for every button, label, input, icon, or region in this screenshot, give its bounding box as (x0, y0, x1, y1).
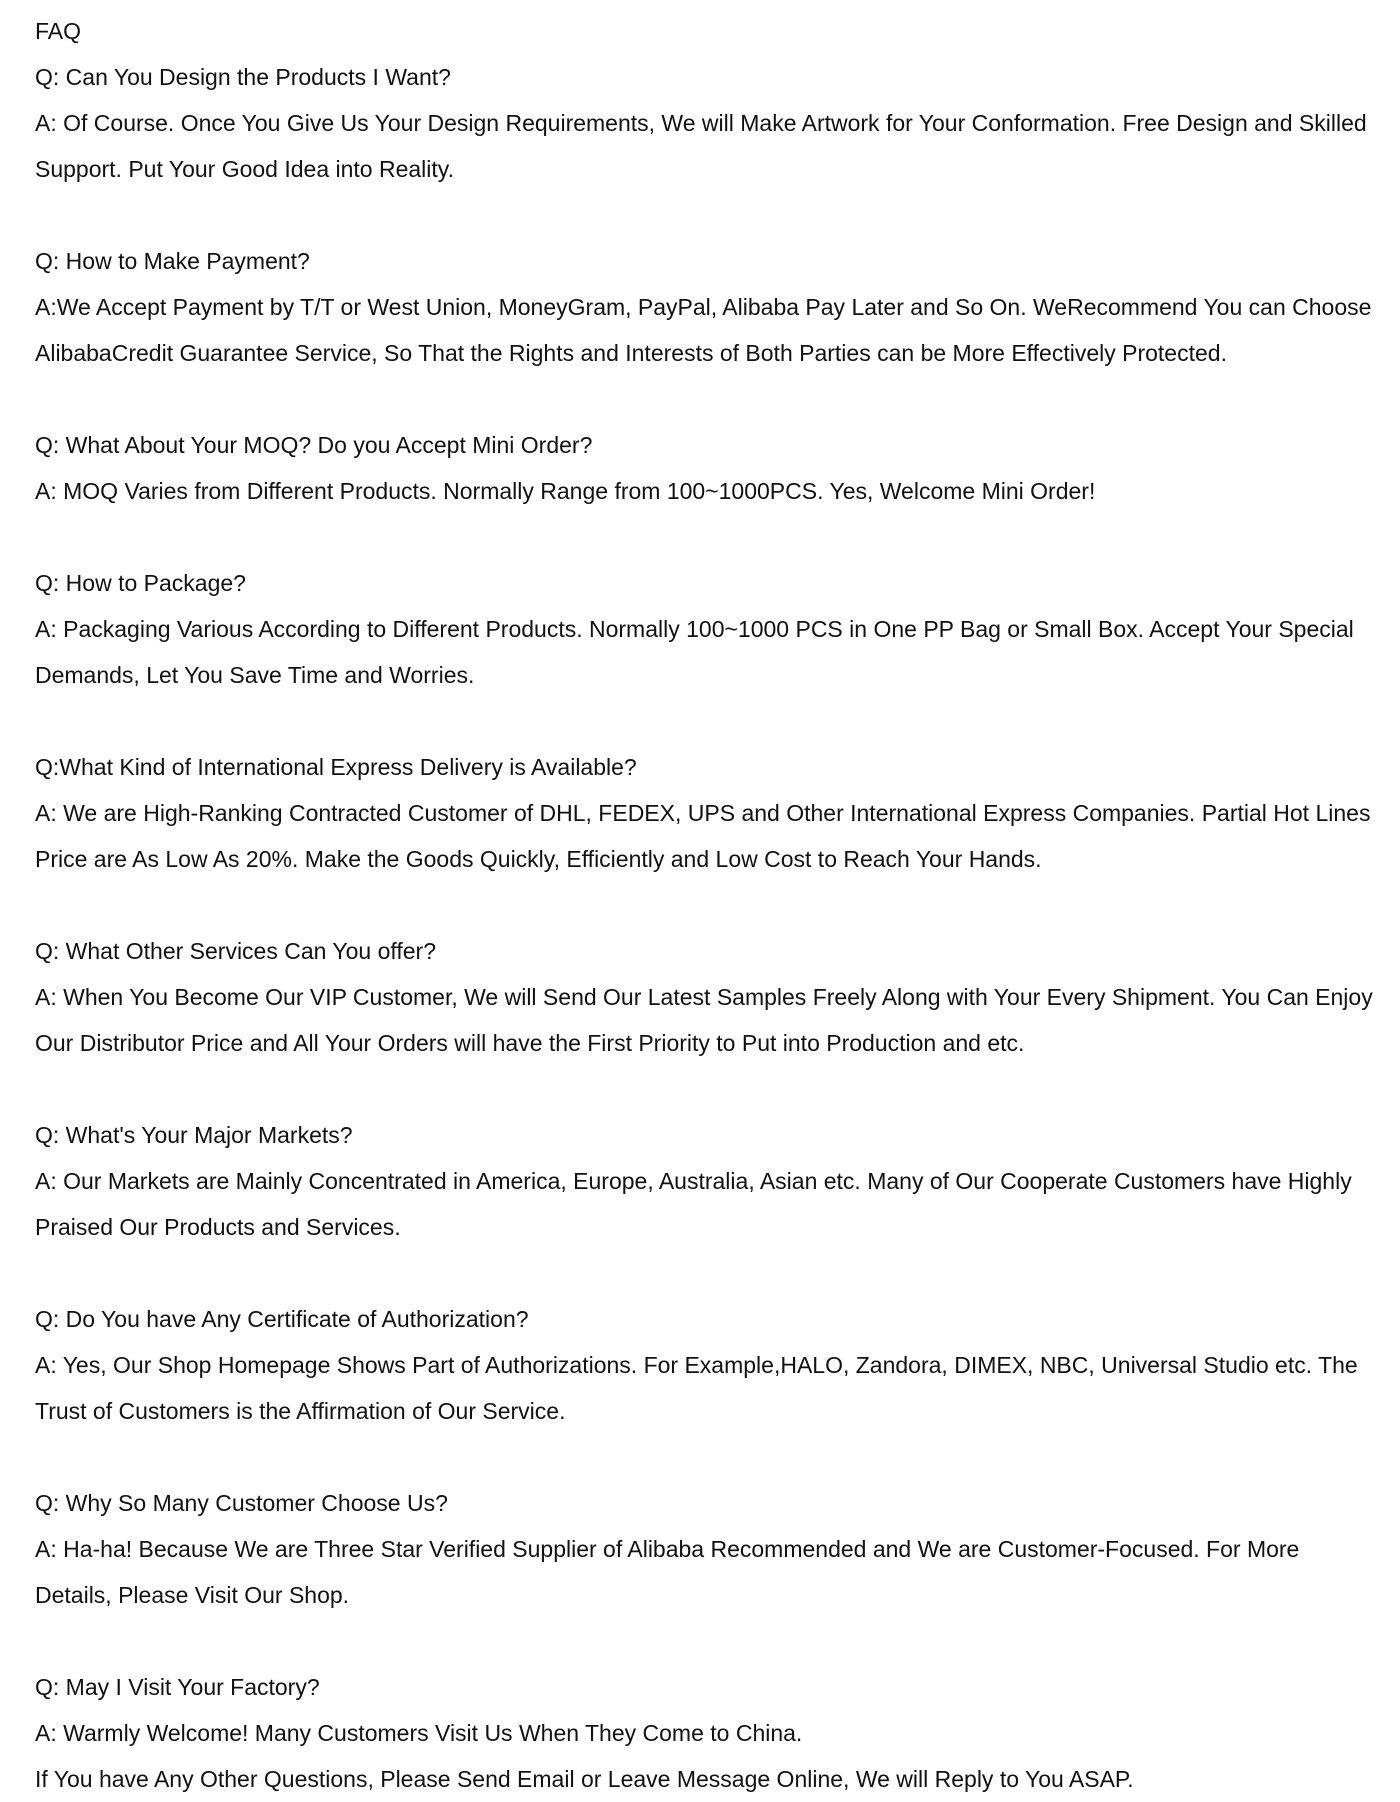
faq-document (35, 8, 1375, 1802)
faq-question: Q: How to Package? (35, 570, 246, 596)
faq-answer: A: We are High-Ranking Contracted Customer of DHL, FEDEX, UPS and Other International Express Companies. Partial Hot Lines Price are As Low As 20%. Make the Goods Quickly, Efficiently and Low Cost to Reach Your Hands. (35, 800, 1371, 872)
faq-answer: A: Warmly Welcome! Many Customers Visit Us When They Come to China. (35, 1720, 803, 1746)
faq-closing-note: If You have Any Other Questions, Please Send Email or Leave Message Online, We will Reply to You ASAP. (35, 1766, 1134, 1792)
faq-item (35, 1296, 1375, 1434)
faq-item (35, 928, 1375, 1066)
faq-question: Q:What Kind of International Express Delivery is Available? (35, 754, 637, 780)
faq-question: Q: What's Your Major Markets? (35, 1122, 353, 1148)
faq-answer: A: MOQ Varies from Different Products. Normally Range from 100~1000PCS. Yes, Welcome Mini Order! (35, 478, 1096, 504)
faq-item (35, 1112, 1375, 1250)
faq-answer: A: Packaging Various According to Different Products. Normally 100~1000 PCS in One PP Bag or Small Box. Accept Your Special Demands, Let You Save Time and Worries. (35, 616, 1354, 688)
faq-answer: A: When You Become Our VIP Customer, We will Send Our Latest Samples Freely Along with Your Every Shipment. You Can Enjoy Our Distributor Price and All Your Orders will have the First Priority to Put into Production and etc. (35, 984, 1373, 1056)
faq-question: Q: Do You have Any Certificate of Authorization? (35, 1306, 529, 1332)
faq-question: Q: Can You Design the Products I Want? (35, 64, 451, 90)
faq-answer: A: Ha-ha! Because We are Three Star Verified Supplier of Alibaba Recommended and We are Customer-Focused. For More Details, Please Visit Our Shop. (35, 1536, 1300, 1608)
faq-title: FAQ (35, 18, 82, 44)
faq-item (35, 560, 1375, 698)
faq-question: Q: What Other Services Can You offer? (35, 938, 437, 964)
faq-answer: A: Our Markets are Mainly Concentrated in America, Europe, Australia, Asian etc. Many of Our Cooperate Customers have Highly Praised Our Products and Services. (35, 1168, 1352, 1240)
faq-item (35, 54, 1375, 192)
faq-question: Q: How to Make Payment? (35, 248, 310, 274)
faq-question: Q: What About Your MOQ? Do you Accept Mini Order? (35, 432, 593, 458)
faq-answer: A: Of Course. Once You Give Us Your Design Requirements, We will Make Artwork for Your Conformation. Free Design and Skilled Support. Put Your Good Idea into Reality. (35, 110, 1367, 182)
faq-question: Q: Why So Many Customer Choose Us? (35, 1490, 448, 1516)
faq-item (35, 1664, 1375, 1802)
faq-answer: A:We Accept Payment by T/T or West Union, MoneyGram, PayPal, Alibaba Pay Later and So On. WeRecommend You can Choose AlibabaCredit Guarantee Service, So That the Rights and Interests of Both Parties can be More Effectively Protected. (35, 294, 1372, 366)
faq-item (35, 1480, 1375, 1618)
faq-item (35, 238, 1375, 376)
faq-item (35, 744, 1375, 882)
faq-question: Q: May I Visit Your Factory? (35, 1674, 320, 1700)
faq-answer: A: Yes, Our Shop Homepage Shows Part of Authorizations. For Example,HALO, Zandora, DIMEX, NBC, Universal Studio etc. The Trust of Customers is the Affirmation of Our Service. (35, 1352, 1358, 1424)
faq-item (35, 422, 1375, 514)
